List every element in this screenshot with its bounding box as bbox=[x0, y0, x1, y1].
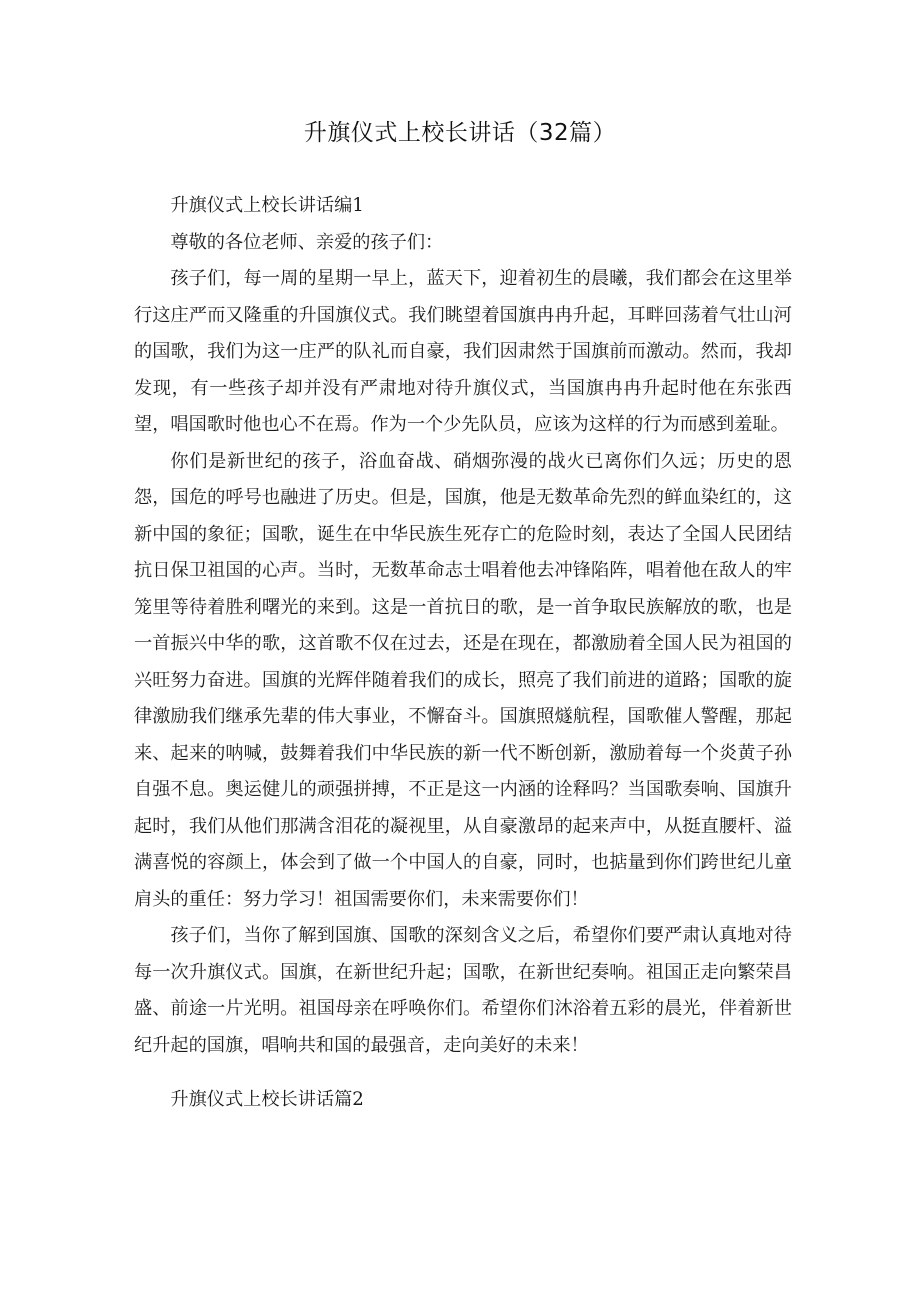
paragraph-1: 孩子们，每一周的星期一早上，蓝天下，迎着初生的晨曦，我们都会在这里举行这庄严而又隆重的升国旗仪式。我们眺望着国旗冉冉升起，耳畔回荡着气壮山河的国歌，我们为这一庄严的队礼而自豪，我们因肃然于国旗前而激动。然而，我却发现，有一些孩子却并没有严肃地对待升旗仪式，当国旗冉冉升起时他在东张西望，唱国歌时他也心不在焉。作为一个少先队员，应该为这样的行为而感到羞耻。 bbox=[134, 268, 792, 435]
document-body bbox=[134, 188, 792, 1119]
paragraph-3: 孩子们，当你了解到国旗、国歌的深刻含义之后，希望你们要严肃认真地对待每一次升旗仪式。国旗，在新世纪升起；国歌，在新世纪奏响。祖国正走向繁荣昌盛、前途一片光明。祖国母亲在呼唤你们。希望你们沐浴着五彩的晨光，伴着新世纪升起的国旗，唱响共和国的最强音，走向美好的未来！ bbox=[134, 925, 792, 1056]
section-heading-2: 升旗仪式上校长讲话篇2 bbox=[170, 1089, 364, 1110]
section-heading-1: 升旗仪式上校长讲话编1 bbox=[170, 195, 364, 216]
paragraph-2: 你们是新世纪的孩子，浴血奋战、硝烟弥漫的战火已离你们久远；历史的恩怨，国危的呼号也融进了历史。但是，国旗，他是无数革命先烈的鲜血染红的，这新中国的象征；国歌，诞生在中华民族生死存亡的危险时刻，表达了全国人民团结抗日保卫祖国的心声。当时，无数革命志士唱着他去冲锋陷阵，唱着他在敌人的牢笼里等待着胜利曙光的来到。这是一首抗日的歌，是一首争取民族解放的歌，也是一首振兴中华的歌，这首歌不仅在过去，还是在现在，都激励着全国人民为祖国的兴旺努力奋进。国旗的光辉伴随着我们的成长，照亮了我们前进的道路；国歌的旋律激励我们继承先辈的伟大事业，不懈奋斗。国旗照燧航程，国歌催人警醒，那起来、起来的呐喊，鼓舞着我们中华民族的新一代不断创新，激励着每一个炎黄子孙自强不息。奥运健儿的顽强拼搏，不正是这一内涵的诠释吗？当国歌奏响、国旗升起时，我们从他们那满含泪花的凝视里，从自豪激昂的起来声中，从挺直腰杆、溢满喜悦的容颜上，体会到了做一个中国人的自豪，同时，也掂量到你们跨世纪儿童肩头的重任：努力学习！祖国需要你们，未来需要你们！ bbox=[134, 450, 792, 910]
salutation: 尊敬的各位老师、亲爱的孩子们： bbox=[170, 231, 444, 253]
document-title: 升旗仪式上校长讲话（32篇） bbox=[303, 120, 617, 146]
